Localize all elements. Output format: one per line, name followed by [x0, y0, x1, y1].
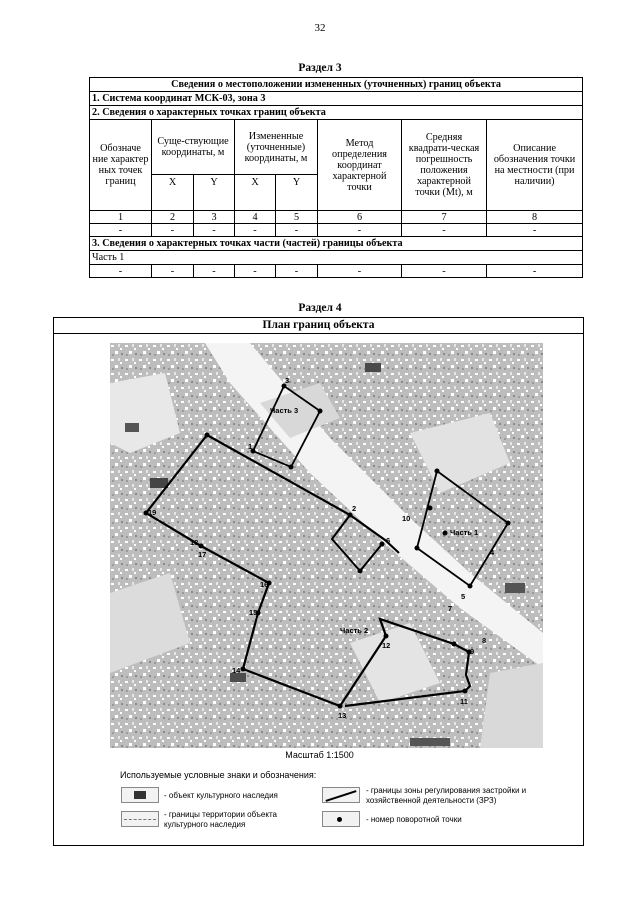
part1-label: Часть 1	[90, 251, 583, 265]
table-cell: 1	[90, 211, 152, 224]
table-cell: 6	[318, 211, 402, 224]
map-point: 6	[386, 536, 391, 545]
map-point: 7	[448, 604, 453, 613]
table-cell: 3	[194, 211, 235, 224]
map-point: 3	[285, 376, 290, 385]
table-cell: -	[152, 224, 194, 237]
map-point: 14	[232, 666, 241, 675]
table-row-numbers	[90, 211, 583, 224]
boundary-points-table	[89, 77, 583, 278]
map-point: 5	[461, 592, 466, 601]
table-cell: -	[90, 265, 152, 278]
table-cell: -	[194, 265, 235, 278]
legend-heritage-territory-swatch	[121, 811, 159, 827]
col-error: Средняя квадрати-ческая погрешность положения характерной точки (Mt), м	[402, 120, 487, 211]
table-cell: -	[487, 265, 583, 278]
table-cell: 7	[402, 211, 487, 224]
col-existing: Суще-ствующие координаты, м	[152, 120, 235, 175]
legend-zone-boundary: - границы зоны регулирования застройки и хозяйственной деятельности (ЗРЗ)	[366, 786, 527, 805]
table-cell: -	[235, 224, 276, 237]
table-row	[90, 224, 583, 237]
table-cell: 4	[235, 211, 276, 224]
map-point: 2	[352, 504, 357, 513]
col-x-changed: X	[235, 175, 276, 211]
legend-zone-boundary-swatch	[322, 787, 360, 803]
table-row	[90, 265, 583, 278]
map-point: 17	[198, 550, 207, 559]
table-cell: -	[152, 265, 194, 278]
map-point: 8	[482, 636, 487, 645]
legend-title: Используемые условные знаки и обозначения:	[120, 770, 317, 780]
legend-heritage-territory: - границы территории объекта культурного наследия	[164, 810, 277, 829]
table-cell: -	[487, 224, 583, 237]
map-label-part3: Часть 3	[270, 406, 299, 415]
coord-system: 1. Система координат МСК-03, зона 3	[90, 92, 583, 106]
legend-point-number-swatch	[322, 811, 360, 827]
map-point: 16	[260, 580, 269, 589]
col-y-changed: Y	[276, 175, 318, 211]
table-cell: -	[318, 265, 402, 278]
table-cell: -	[402, 265, 487, 278]
map-point: 18	[190, 538, 199, 547]
col-x-existing: X	[152, 175, 194, 211]
table-cell: -	[235, 265, 276, 278]
map-scale: Масштаб 1:1500	[285, 750, 354, 760]
legend-heritage-object-swatch	[121, 787, 159, 803]
table-cell: -	[276, 224, 318, 237]
legend-point-number: - номер поворотной точки	[366, 815, 462, 824]
boundary-map	[110, 343, 543, 748]
col-changed: Измененные (уточненные) координаты, м	[235, 120, 318, 175]
col-method: Метод определения координат характерной точки	[318, 120, 402, 211]
map-point: 13	[338, 711, 347, 720]
section4-title: Раздел 4	[298, 302, 342, 314]
map-label-part1: Часть 1	[450, 528, 479, 537]
table-cell: 8	[487, 211, 583, 224]
table-cell: -	[276, 265, 318, 278]
map-point: 12	[382, 641, 391, 650]
map-label-part2: Часть 2	[340, 626, 369, 635]
col-designation: Обозначе ние характер ных точек границ	[90, 120, 152, 211]
legend-heritage-object: - объект культурного наследия	[164, 791, 278, 800]
map-point: 9	[470, 647, 475, 656]
col-description: Описание обозначения точки на местности (при наличии)	[487, 120, 583, 211]
map-point: 11	[460, 697, 468, 706]
plan-header: План границ объекта	[54, 318, 583, 334]
points-header: 2. Сведения о характерных точках границ объекта	[90, 106, 583, 120]
col-y-existing: Y	[194, 175, 235, 211]
map-point: 15	[249, 608, 258, 617]
section3-title: Раздел 3	[298, 62, 342, 74]
table-cell: -	[194, 224, 235, 237]
table-cell: 5	[276, 211, 318, 224]
map-point: 1	[248, 442, 253, 451]
table-cell: -	[90, 224, 152, 237]
table-header: Сведения о местоположении измененных (уточненных) границ объекта	[90, 78, 583, 92]
map-point: 10	[402, 514, 411, 523]
map-point: 19	[148, 508, 157, 517]
page-number: 32	[314, 22, 326, 34]
parts-header: 3. Сведения о характерных точках части (частей) границы объекта	[90, 237, 583, 251]
boundary-plan	[53, 317, 584, 846]
table-cell: -	[318, 224, 402, 237]
table-cell: -	[402, 224, 487, 237]
table-cell: 2	[152, 211, 194, 224]
map-point: 4	[490, 548, 495, 557]
